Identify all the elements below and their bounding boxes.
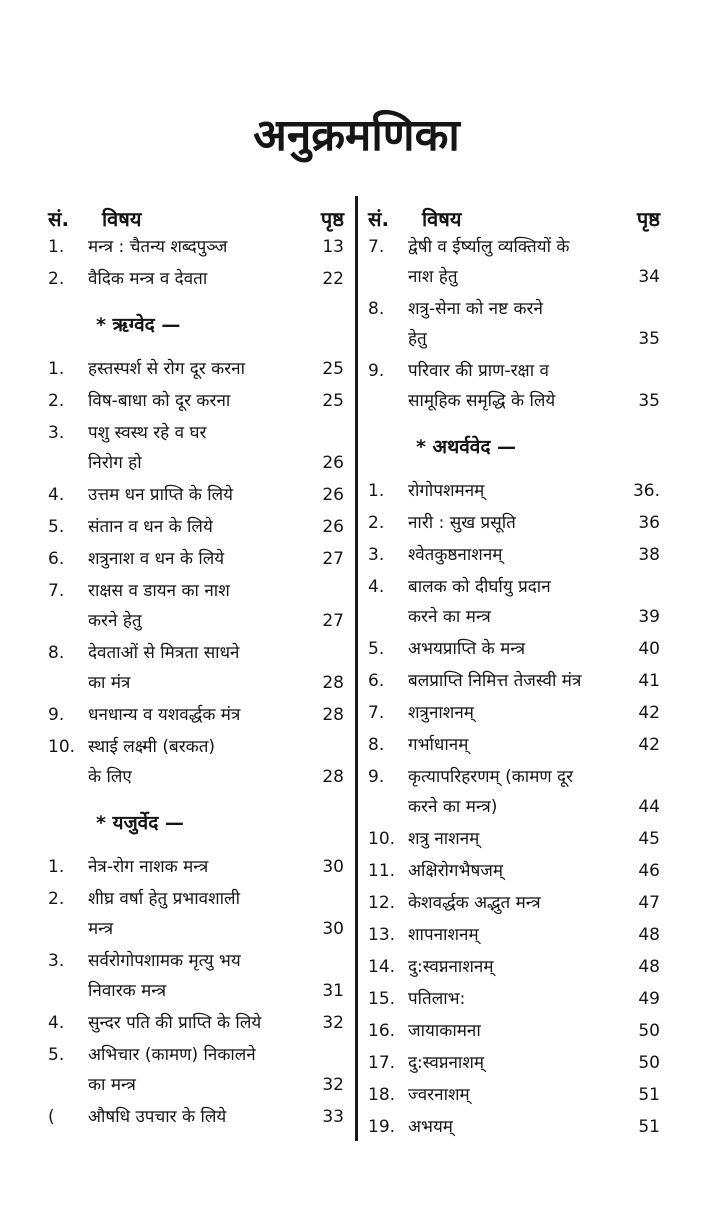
entry-page: 42	[638, 703, 660, 723]
entry-page: 46	[638, 861, 660, 881]
toc-entry	[368, 856, 660, 886]
atharvaveda-list	[368, 476, 660, 1142]
toc-entry	[48, 852, 344, 882]
entry-subject: शत्रु-सेना को नष्ट करने हेतु	[408, 299, 543, 349]
section-heading-rigveda: * ऋग्वेद —	[96, 314, 181, 336]
entry-page: 41	[638, 671, 660, 691]
entry-number: 2.	[48, 889, 65, 909]
entry-number: 8.	[48, 643, 65, 663]
entry-number: 6.	[48, 549, 65, 569]
toc-entry	[368, 730, 660, 760]
entry-number: 16.	[368, 1021, 396, 1041]
intro-list	[48, 232, 344, 294]
entry-number: 10.	[48, 737, 76, 757]
entry-page: 36.	[632, 481, 660, 501]
entry-number: 5.	[48, 1045, 65, 1065]
entry-page: 39	[638, 607, 660, 627]
entry-subject: वैदिक मन्त्र व देवता	[88, 269, 208, 289]
entry-number: 2.	[48, 269, 65, 289]
entry-number: 3.	[48, 951, 65, 971]
entry-page: 50	[638, 1021, 660, 1041]
entry-subject: श्वेतकुष्ठनाशनम्	[408, 545, 503, 565]
header-subject: विषय	[102, 207, 142, 231]
entry-page: 32	[322, 1075, 344, 1095]
entry-number: 11.	[368, 861, 396, 881]
section-heading-yajurveda: * यजुर्वेद —	[96, 812, 184, 834]
entry-subject: अभिचार (कामण) निकालने का मन्त्र	[88, 1045, 256, 1095]
entry-number: 3.	[368, 545, 385, 565]
table-header	[368, 196, 660, 232]
entry-number: 1.	[368, 481, 385, 501]
toc-entry	[48, 354, 344, 384]
toc-entry	[368, 508, 660, 538]
header-subject: विषय	[422, 207, 462, 231]
entry-page: 35	[638, 391, 660, 411]
entry-subject: संतान व धन के लिये	[88, 517, 213, 537]
toc-entry	[368, 540, 660, 570]
entry-number: 10.	[368, 829, 396, 849]
section-heading-atharvaveda: * अथर्ववेद —	[416, 436, 517, 458]
entry-number: 8.	[368, 299, 385, 319]
entry-number: 5.	[368, 639, 385, 659]
entry-subject: सुन्दर पति की प्राप्ति के लिये	[88, 1013, 262, 1033]
toc-entry	[48, 480, 344, 510]
entry-subject: धनधान्य व यशवर्द्धक मंत्र	[88, 705, 241, 725]
entry-subject: उत्तम धन प्राप्ति के लिये	[88, 485, 233, 505]
entry-page: 27	[322, 549, 344, 569]
right-column	[368, 196, 660, 1144]
toc-entry	[48, 386, 344, 416]
entry-subject: अक्षिरोगभैषजम्	[408, 861, 504, 881]
toc-entry	[368, 984, 660, 1014]
entry-page: 38	[638, 545, 660, 565]
entry-page: 31	[322, 981, 344, 1001]
toc-entry	[368, 920, 660, 950]
entry-page: 40	[638, 639, 660, 659]
entry-number: 4.	[48, 1013, 65, 1033]
entry-page: 35	[638, 329, 660, 349]
entry-number: 1.	[48, 857, 65, 877]
column-divider	[355, 196, 358, 1141]
toc-entry	[368, 1112, 660, 1142]
entry-number: 1.	[48, 237, 65, 257]
entry-page: 49	[638, 989, 660, 1009]
entry-subject: शीघ्र वर्षा हेतु प्रभावशाली मन्त्र	[88, 889, 240, 939]
entry-subject: बलप्राप्ति निमित्त तेजस्वी मंत्र	[408, 671, 582, 691]
entry-subject: दु:स्वप्ननाशम्	[408, 1053, 485, 1073]
entry-number: 15.	[368, 989, 396, 1009]
entry-page: 33	[322, 1107, 344, 1127]
entry-page: 48	[638, 925, 660, 945]
entry-number: 18.	[368, 1085, 396, 1105]
entry-page: 48	[638, 957, 660, 977]
toc-entry	[48, 232, 344, 262]
entry-number: 12.	[368, 893, 396, 913]
entry-page: 51	[638, 1085, 660, 1105]
toc-entry	[368, 572, 660, 632]
entry-subject: ज्वरनाशम्	[408, 1085, 470, 1105]
toc-entry	[368, 888, 660, 918]
toc-entry	[48, 576, 344, 636]
entry-page: 26	[322, 517, 344, 537]
entry-subject: द्वेषी व ईर्ष्यालु व्यक्तियों के नाश हेतु	[408, 237, 570, 287]
table-header	[48, 196, 344, 232]
toc-entry	[368, 476, 660, 506]
entry-number: 14.	[368, 957, 396, 977]
entry-number: 9.	[368, 767, 385, 787]
entry-number: 13.	[368, 925, 396, 945]
toc-entry	[368, 952, 660, 982]
entry-number: 4.	[48, 485, 65, 505]
entry-subject: शत्रुनाशनम्	[408, 703, 474, 723]
toc-entry	[368, 824, 660, 854]
header-number: सं.	[368, 207, 390, 231]
toc-entry	[48, 544, 344, 574]
entry-number: (	[48, 1107, 55, 1127]
entry-subject: स्थाई लक्ष्मी (बरकत) के लिए	[88, 737, 216, 787]
entry-page: 28	[322, 673, 344, 693]
entry-number: 7.	[368, 237, 385, 257]
toc-entry	[48, 700, 344, 730]
entry-page: 22	[322, 269, 344, 289]
toc-entry	[48, 264, 344, 294]
entry-page: 27	[322, 611, 344, 631]
toc-entry	[48, 512, 344, 542]
entry-subject: केशवर्द्धक अद्भुत मन्त्र	[408, 893, 541, 913]
toc-entry	[368, 762, 660, 822]
entry-number: 8.	[368, 735, 385, 755]
entry-subject: शत्रुनाश व धन के लिये	[88, 549, 225, 569]
entry-subject: अभयम्	[408, 1117, 453, 1137]
entry-subject: पतिलाभ:	[408, 989, 466, 1009]
entry-subject: गर्भाधानम्	[408, 735, 469, 755]
entry-page: 13	[322, 237, 344, 257]
toc-entry	[48, 946, 344, 1006]
rigveda-list	[48, 354, 344, 792]
entry-page: 36	[638, 513, 660, 533]
entry-number: 17.	[368, 1053, 396, 1073]
entry-number: 9.	[368, 361, 385, 381]
header-number: सं.	[48, 207, 70, 231]
toc-entry	[368, 634, 660, 664]
entry-page: 28	[322, 767, 344, 787]
toc-entry	[368, 698, 660, 728]
toc-entry	[368, 1080, 660, 1110]
entry-number: 1.	[48, 359, 65, 379]
toc-entry	[48, 638, 344, 698]
entry-page: 42	[638, 735, 660, 755]
toc-entry	[368, 666, 660, 696]
entry-page: 26	[322, 485, 344, 505]
entry-page: 44	[638, 797, 660, 817]
entry-subject: मन्त्र : चैतन्य शब्दपुञ्ज	[88, 237, 228, 257]
entry-number: 5.	[48, 517, 65, 537]
entry-subject: रोगोपशमनम्	[408, 481, 485, 501]
entry-page: 51	[638, 1117, 660, 1137]
toc-entry	[368, 294, 660, 354]
toc-entry	[48, 418, 344, 478]
rigveda-continued-list	[368, 232, 660, 416]
entry-number: 9.	[48, 705, 65, 725]
entry-subject: अभयप्राप्ति के मन्त्र	[408, 639, 526, 659]
entry-subject: औषधि उपचार के लिये	[88, 1107, 227, 1127]
entry-page: 32	[322, 1013, 344, 1033]
entry-subject: हस्तस्पर्श से रोग दूर करना	[88, 359, 246, 379]
entry-subject: जायाकामना	[408, 1021, 481, 1041]
entry-page: 45	[638, 829, 660, 849]
entry-page: 25	[322, 391, 344, 411]
header-page: पृष्ठ	[320, 207, 344, 231]
entry-subject: शापनाशनम्	[408, 925, 479, 945]
entry-page: 30	[322, 919, 344, 939]
entry-subject: कृत्यापरिहरणम् (कामण दूर करने का मन्त्र)	[408, 767, 574, 817]
entry-number: 7.	[48, 581, 65, 601]
entry-subject: विष-बाधा को दूर करना	[88, 391, 231, 411]
entry-number: 7.	[368, 703, 385, 723]
entry-page: 47	[638, 893, 660, 913]
entry-subject: पशु स्वस्थ रहे व घर निरोग हो	[88, 423, 207, 473]
entry-subject: बालक को दीर्घायु प्रदान करने का मन्त्र	[408, 577, 551, 627]
entry-page: 50	[638, 1053, 660, 1073]
entry-page: 26	[322, 453, 344, 473]
entry-subject: शत्रु नाशनम्	[408, 829, 480, 849]
entry-subject: राक्षस व डायन का नाश करने हेतु	[88, 581, 230, 631]
entry-number: 6.	[368, 671, 385, 691]
entry-page: 28	[322, 705, 344, 725]
toc-entry	[48, 884, 344, 944]
entry-subject: नारी : सुख प्रसूति	[408, 513, 516, 533]
yajurveda-list	[48, 852, 344, 1132]
toc-entry	[368, 1048, 660, 1078]
toc-entry	[368, 232, 660, 292]
entry-subject: नेत्र-रोग नाशक मन्त्र	[88, 857, 209, 877]
entry-number: 3.	[48, 423, 65, 443]
entry-number: 2.	[368, 513, 385, 533]
page-title: अनुक्रमणिका	[253, 110, 460, 161]
entry-subject: दु:स्वप्ननाशनम्	[408, 957, 494, 977]
toc-entry	[48, 1008, 344, 1038]
entry-page: 25	[322, 359, 344, 379]
toc-entry	[48, 1040, 344, 1100]
entry-subject: देवताओं से मित्रता साधने का मंत्र	[88, 643, 240, 693]
entry-subject: सर्वरोगोपशामक मृत्यु भय निवारक मन्त्र	[88, 951, 241, 1001]
left-column	[48, 196, 344, 1134]
toc-entry	[48, 1102, 344, 1132]
entry-page: 34	[638, 267, 660, 287]
header-page: पृष्ठ	[636, 207, 660, 231]
entry-number: 2.	[48, 391, 65, 411]
entry-number: 19.	[368, 1117, 396, 1137]
toc-entry	[368, 356, 660, 416]
entry-subject: परिवार की प्राण-रक्षा व सामूहिक समृद्धि के लिये	[408, 361, 556, 411]
toc-entry	[48, 732, 344, 792]
entry-page: 30	[322, 857, 344, 877]
toc-entry	[368, 1016, 660, 1046]
entry-number: 4.	[368, 577, 385, 597]
